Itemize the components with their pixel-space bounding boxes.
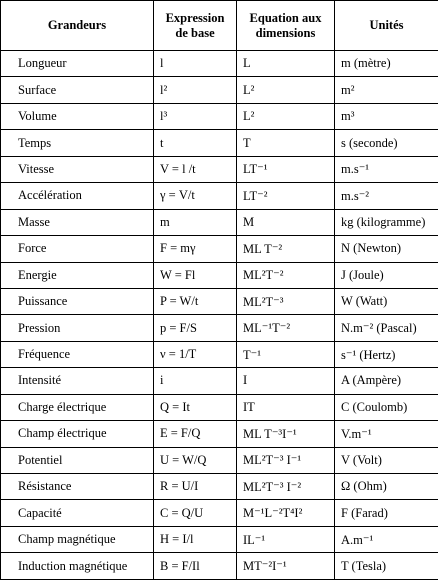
dimension-cell: IL⁻¹ [237, 526, 335, 552]
expression-cell: E = F/Q [154, 421, 237, 447]
unit-cell: m (mètre) [335, 51, 438, 77]
expression-cell: Q = It [154, 394, 237, 420]
header-expression: Expression de base [154, 1, 237, 51]
table-row [1, 262, 438, 288]
dimension-cell: L² [237, 77, 335, 103]
table-row [1, 553, 438, 580]
header-grandeurs: Grandeurs [1, 1, 154, 51]
quantity-cell: Vitesse [1, 156, 154, 182]
dimension-cell: M⁻¹L⁻²T⁴I² [237, 500, 335, 526]
unit-cell: s⁻¹ (Hertz) [335, 341, 438, 367]
unit-cell: V (Volt) [335, 447, 438, 473]
quantity-cell: Champ magnétique [1, 526, 154, 552]
header-equation: Equation aux dimensions [237, 1, 335, 51]
quantity-cell: Temps [1, 130, 154, 156]
quantity-cell: Longueur [1, 51, 154, 77]
unit-cell: Ω (Ohm) [335, 474, 438, 500]
quantity-cell: Champ électrique [1, 421, 154, 447]
expression-cell: P = W/t [154, 288, 237, 314]
dimension-cell: I [237, 368, 335, 394]
quantity-cell: Puissance [1, 288, 154, 314]
quantity-cell: Force [1, 236, 154, 262]
table-row [1, 130, 438, 156]
expression-cell: C = Q/U [154, 500, 237, 526]
dimension-cell: T⁻¹ [237, 341, 335, 367]
dimension-cell: IT [237, 394, 335, 420]
table-row [1, 156, 438, 182]
quantity-cell: Pression [1, 315, 154, 341]
quantity-cell: Fréquence [1, 341, 154, 367]
table-row [1, 421, 438, 447]
table-row [1, 103, 438, 129]
expression-cell: l² [154, 77, 237, 103]
expression-cell: B = F/Il [154, 553, 237, 580]
quantity-cell: Surface [1, 77, 154, 103]
dimension-cell: ML²T⁻³ I⁻¹ [237, 447, 335, 473]
expression-cell: U = W/Q [154, 447, 237, 473]
expression-cell: F = mγ [154, 236, 237, 262]
unit-cell: s (seconde) [335, 130, 438, 156]
unit-cell: N (Newton) [335, 236, 438, 262]
table-row [1, 368, 438, 394]
quantity-cell: Masse [1, 209, 154, 235]
table-row [1, 288, 438, 314]
unit-cell: m.s⁻¹ [335, 156, 438, 182]
dimension-cell: ML²T⁻³ [237, 288, 335, 314]
quantity-cell: Résistance [1, 474, 154, 500]
dimension-cell: T [237, 130, 335, 156]
quantity-cell: Charge électrique [1, 394, 154, 420]
table-row [1, 315, 438, 341]
expression-cell: H = I/l [154, 526, 237, 552]
dimension-cell: L² [237, 103, 335, 129]
quantity-cell: Intensité [1, 368, 154, 394]
expression-cell: W = Fl [154, 262, 237, 288]
dimension-cell: LT⁻² [237, 183, 335, 209]
table-row [1, 447, 438, 473]
header-row [1, 1, 438, 51]
expression-cell: R = U/I [154, 474, 237, 500]
expression-cell: l [154, 51, 237, 77]
quantity-cell: Potentiel [1, 447, 154, 473]
quantity-cell: Accélération [1, 183, 154, 209]
expression-cell: i [154, 368, 237, 394]
expression-cell: p = F/S [154, 315, 237, 341]
expression-cell: l³ [154, 103, 237, 129]
unit-cell: T (Tesla) [335, 553, 438, 580]
quantity-cell: Capacité [1, 500, 154, 526]
table-row [1, 474, 438, 500]
table-row [1, 51, 438, 77]
dimension-cell: ML T⁻² [237, 236, 335, 262]
expression-cell: γ = V/t [154, 183, 237, 209]
table-row [1, 526, 438, 552]
expression-cell: t [154, 130, 237, 156]
expression-cell: m [154, 209, 237, 235]
unit-cell: C (Coulomb) [335, 394, 438, 420]
table-row [1, 341, 438, 367]
dimension-cell: M [237, 209, 335, 235]
quantity-cell: Volume [1, 103, 154, 129]
unit-cell: J (Joule) [335, 262, 438, 288]
dimension-cell: ML T⁻³I⁻¹ [237, 421, 335, 447]
table-body [1, 51, 438, 580]
expression-cell: V = l /t [154, 156, 237, 182]
header-unites: Unités [335, 1, 438, 51]
table-row [1, 394, 438, 420]
table-row [1, 77, 438, 103]
table-row [1, 236, 438, 262]
dimension-cell: ML⁻¹T⁻² [237, 315, 335, 341]
unit-cell: m² [335, 77, 438, 103]
expression-cell: ν = 1/T [154, 341, 237, 367]
quantity-cell: Energie [1, 262, 154, 288]
dimension-cell: ML²T⁻² [237, 262, 335, 288]
table-row [1, 209, 438, 235]
unit-cell: N.m⁻² (Pascal) [335, 315, 438, 341]
dimension-cell: L [237, 51, 335, 77]
dimension-cell: MT⁻²I⁻¹ [237, 553, 335, 580]
dimension-cell: ML²T⁻³ I⁻² [237, 474, 335, 500]
table-row [1, 183, 438, 209]
unit-cell: W (Watt) [335, 288, 438, 314]
unit-cell: m³ [335, 103, 438, 129]
unit-cell: m.s⁻² [335, 183, 438, 209]
table-row [1, 500, 438, 526]
unit-cell: V.m⁻¹ [335, 421, 438, 447]
unit-cell: F (Farad) [335, 500, 438, 526]
unit-cell: A.m⁻¹ [335, 526, 438, 552]
dimension-cell: LT⁻¹ [237, 156, 335, 182]
unit-cell: kg (kilogramme) [335, 209, 438, 235]
unit-cell: A (Ampère) [335, 368, 438, 394]
quantity-cell: Induction magnétique [1, 553, 154, 580]
